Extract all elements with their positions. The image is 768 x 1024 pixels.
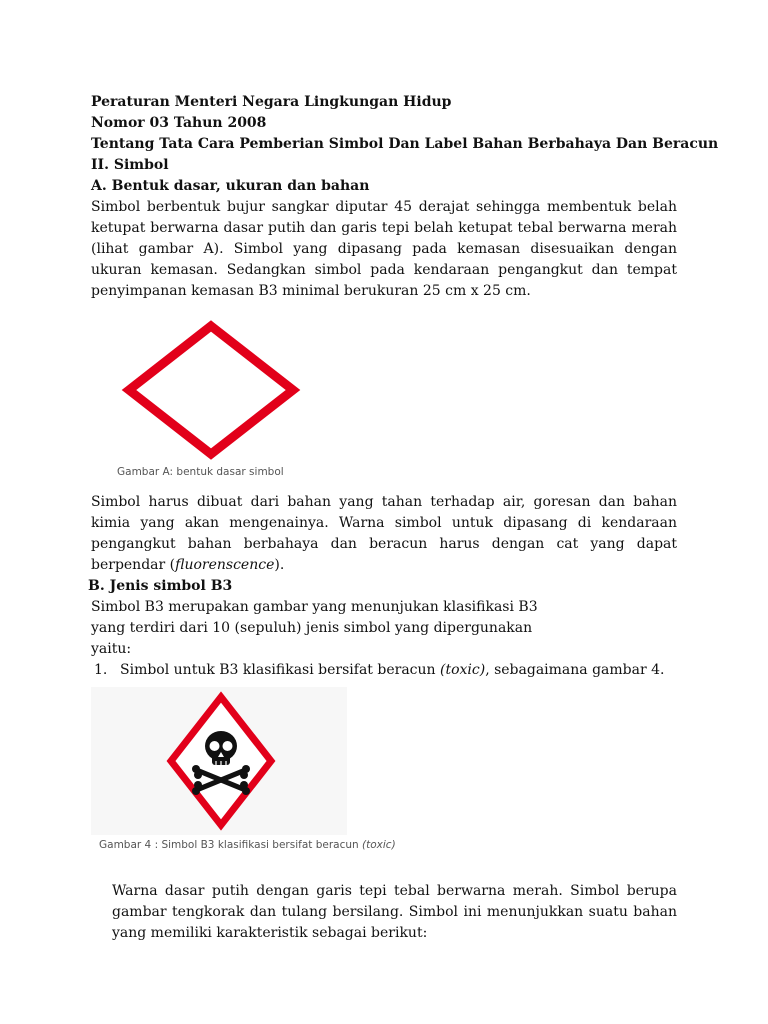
paragraph-types-line2: yang terdiri dari 10 (sepuluh) jenis simbol yang dipergunakan [91,620,533,636]
subsection-b-heading: B. Jenis simbol B3 [88,578,233,594]
figure-a-caption: Gambar A: bentuk dasar simbol [117,466,284,478]
paragraph-types-line1: Simbol B3 merupakan gambar yang menunjukan klasifikasi B3 [91,599,538,615]
document-page [88,92,719,958]
regulation-number: Nomor 03 Tahun 2008 [91,115,267,131]
list-number: 1. [94,662,108,678]
paragraph-material: Simbol harus dibuat dari bahan yang tahan terhadap air, goresan dan bahan kimia yang akan mengenainya. Warna simbol untuk dipasang di kendaraan pengangkut bahan berbahaya dan beracun harus dengan cat yang dapat berpendar (fluorenscence). [91,494,677,573]
section-heading: II. Simbol [91,157,169,173]
red-diamond-icon [121,320,301,460]
list-item: 1. Simbol untuk B3 klasifikasi bersifat beracun (toxic), sebagaimana gambar 4. [91,660,677,681]
subsection-a-heading: A. Bentuk dasar, ukuran dan bahan [91,178,370,194]
figure-4-caption: Gambar 4 : Simbol B3 klasifikasi bersifat beracun (toxic) [99,839,396,851]
regulation-title: Peraturan Menteri Negara Lingkungan Hidup [91,94,452,110]
paragraph-shape-size: Simbol berbentuk bujur sangkar diputar 45 derajat sehingga membentuk belah ketupat berwarna dasar putih dan garis tepi belah ketupat tebal berwarna merah (lihat gambar A). Simbol yang dipasang pada kemasan disesuaikan dengan ukuran kemasan. Sedangkan simbol pada kendaraan pengangkut dan tempat penyimpanan kemasan B3 minimal berukuran 25 cm x 25 cm. [91,199,677,299]
regulation-subject: Tentang Tata Cara Pemberian Simbol Dan Label Bahan Berbahaya Dan Beracun [91,136,719,152]
paragraph-toxic-description: Warna dasar putih dengan garis tepi tebal berwarna merah. Simbol berupa gambar tengkorak dan tulang bersilang. Simbol ini menunjukkan suatu bahan yang memiliki karakteristik sebagai berikut: [112,883,677,941]
figure-a [91,314,677,492]
paragraph-types-line3: yaitu: [91,641,132,657]
skull-crossbones-icon [165,691,277,831]
figure-4 [91,687,677,867]
